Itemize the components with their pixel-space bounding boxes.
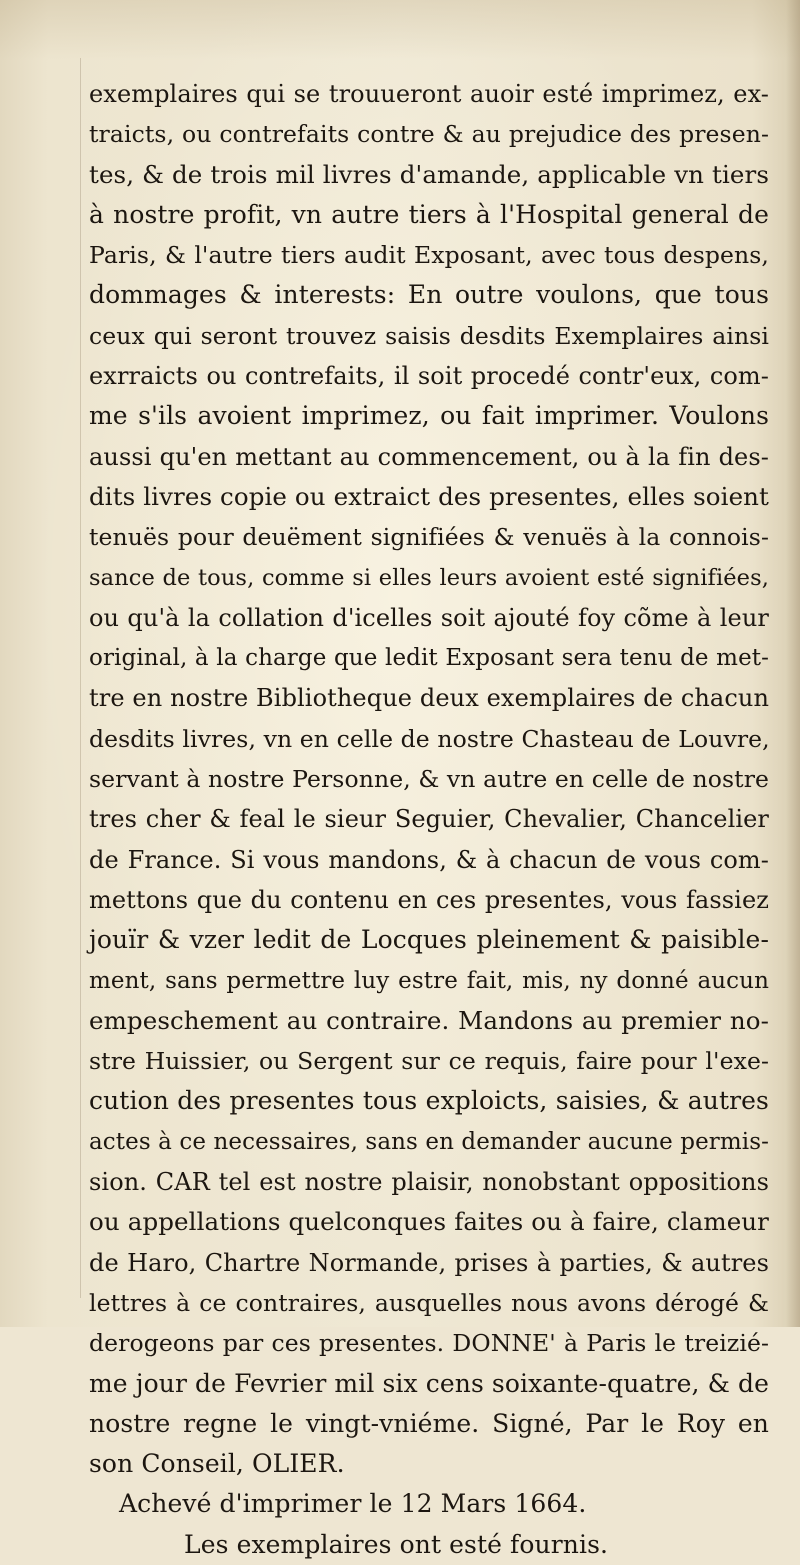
text-line: ceux qui seront trouvez saisis desdits Exemplaires ainsi	[89, 321, 769, 350]
colophon-copies: Les exemplaires ont esté fournis.	[184, 1529, 609, 1559]
text-line: traicts, ou contrefaits contre & au prejudice des presen-	[89, 120, 769, 149]
text-line: tre en nostre Bibliotheque deux exemplaires de chacun	[89, 684, 769, 713]
text-line: sance de tous, comme si elles leurs avoient esté signifiées,	[89, 564, 769, 591]
text-line-signature: son Conseil, OLIER.	[89, 1449, 345, 1479]
text-line: ou appellations quelconques faites ou à faire, clameur	[89, 1207, 769, 1237]
text-line: servant à nostre Personne, & vn autre en celle de nostre	[89, 765, 770, 794]
text-line: derogeons par ces presentes. DONNE' à Paris le treizié-	[89, 1329, 769, 1358]
text-line: lettres à ce contraires, ausquelles nous avons dérogé &	[89, 1288, 769, 1317]
text-line: Paris, & l'autre tiers audit Exposant, avec tous despens,	[89, 241, 769, 270]
text-line: ou qu'à la collation d'icelles soit ajouté foy cõme à leur	[89, 603, 769, 632]
text-line: jouïr & vzer ledit de Locques pleinement & paisible-	[89, 925, 769, 955]
text-line: me jour de Fevrier mil six cens soixante-quatre, & de	[89, 1368, 769, 1398]
text-line: stre Huissier, ou Sergent sur ce requis, faire pour l'exe-	[89, 1047, 769, 1076]
text-line: à nostre profit, vn autre tiers à l'Hospital general de	[89, 199, 769, 229]
page-edge	[786, 0, 800, 1327]
text-line: tes, & de trois mil livres d'amande, applicable vn tiers	[89, 159, 769, 189]
text-line: original, à la charge que ledit Exposant sera tenu de met-	[89, 645, 769, 672]
text-line: tenuës pour deuëment signifiées & venuës à la connois-	[89, 523, 769, 552]
text-line: sion. CAR tel est nostre plaisir, nonobstant oppositions	[89, 1168, 769, 1197]
page-stain	[0, 0, 800, 60]
privilege-text	[89, 74, 769, 1565]
colophon-printed: Achevé d'imprimer le 12 Mars 1664.	[119, 1489, 587, 1519]
text-line: exrraicts ou contrefaits, il soit procedé contr'eux, com-	[89, 362, 769, 391]
margin-rule	[80, 58, 81, 1298]
text-line: de France. Si vous mandons, & à chacun de vous com-	[89, 845, 769, 874]
text-line: aussi qu'en mettant au commencement, ou à la fin des-	[89, 442, 769, 471]
text-line: actes à ce necessaires, sans en demander aucune permis-	[89, 1128, 770, 1155]
text-line: me s'ils avoient imprimez, ou fait imprimer. Voulons	[89, 401, 769, 431]
text-line: nostre regne le vingt-vniéme. Signé, Par le Roy en	[89, 1408, 769, 1438]
text-line: dommages & interests: En outre voulons, que tous	[89, 280, 769, 310]
text-line: desdits livres, vn en celle de nostre Chasteau de Louvre,	[89, 724, 770, 753]
text-line: dits livres copie ou extraict des presentes, elles soient	[89, 481, 769, 511]
text-line: cution des presentes tous exploicts, saisies, & autres	[89, 1086, 769, 1116]
text-line: empeschement au contraire. Mandons au premier no-	[89, 1005, 769, 1035]
text-line: de Haro, Chartre Normande, prises à parties, & autres	[89, 1248, 769, 1277]
text-line: exemplaires qui se trouueront auoir esté imprimez, ex-	[89, 80, 769, 108]
text-line: tres cher & feal le sieur Seguier, Chevalier, Chancelier	[89, 805, 769, 834]
text-line: ment, sans permettre luy estre fait, mis, ny donné aucun	[89, 967, 769, 994]
text-line: mettons que du contenu en ces presentes, vous fassiez	[89, 885, 769, 914]
